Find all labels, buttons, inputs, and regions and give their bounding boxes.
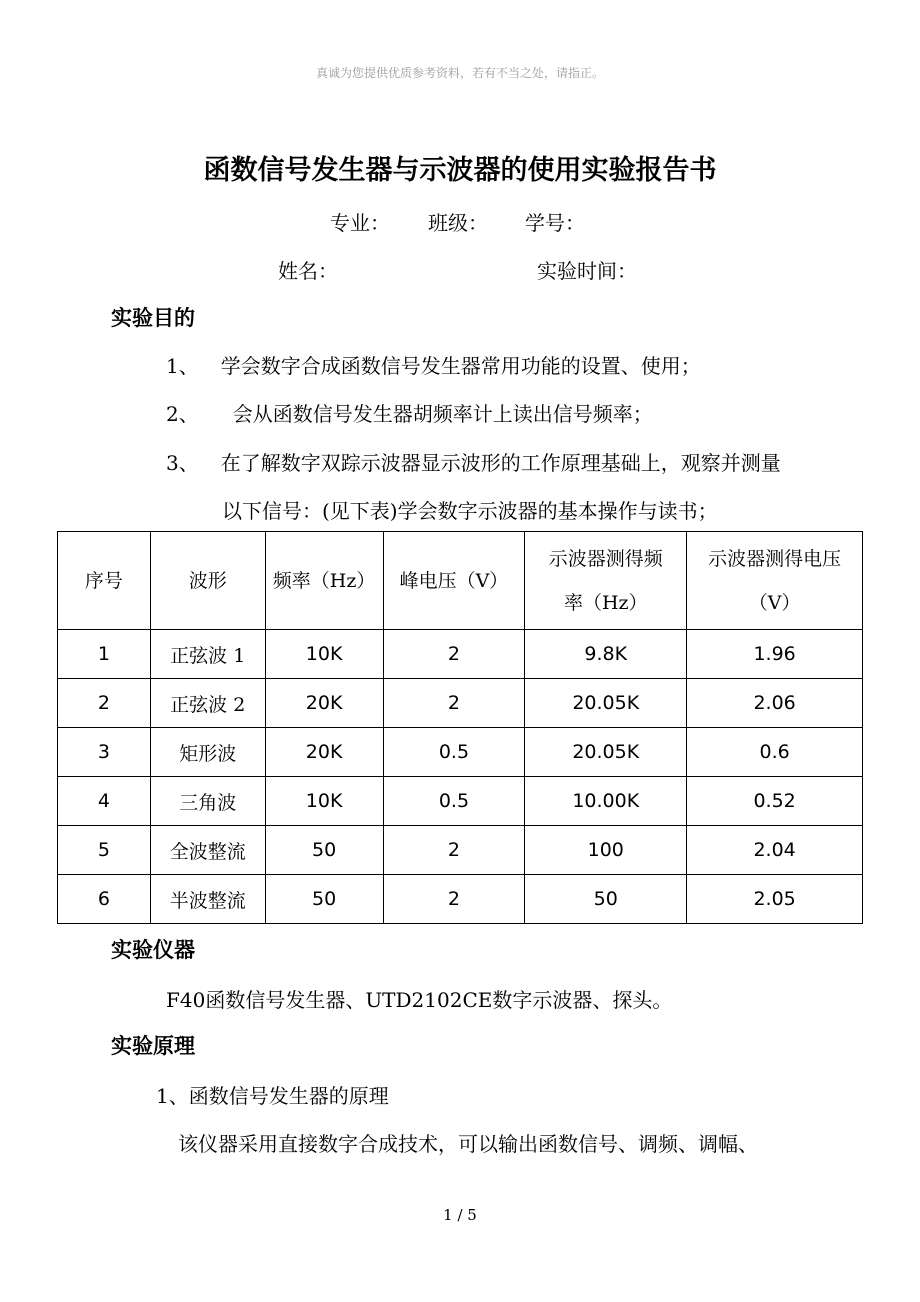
cell-frequency: 20K xyxy=(265,679,383,728)
table-header-row xyxy=(58,532,863,630)
cell-measured-frequency: 20.05K xyxy=(525,728,687,777)
cell-index: 4 xyxy=(58,777,151,826)
section-heading-instruments: 实验仪器 xyxy=(111,938,195,962)
page-title: 函数信号发生器与示波器的使用实验报告书 xyxy=(203,155,717,186)
header-peak-voltage: 峰电压（V） xyxy=(383,532,525,630)
cell-measured-voltage: 0.6 xyxy=(687,728,863,777)
purpose-item-number: 2、 xyxy=(166,402,199,426)
purpose-item-1 xyxy=(166,350,701,379)
purpose-item-number: 1、 xyxy=(166,354,199,378)
cell-index: 3 xyxy=(58,728,151,777)
table-row xyxy=(58,826,863,875)
cell-measured-frequency: 10.00K xyxy=(525,777,687,826)
header-measured-voltage: 示波器测得电压（V） xyxy=(687,532,863,630)
cell-waveform: 半波整流 xyxy=(150,875,265,924)
cell-peak-voltage: 2 xyxy=(383,679,525,728)
cell-measured-voltage: 2.06 xyxy=(687,679,863,728)
table-row xyxy=(58,630,863,679)
cell-peak-voltage: 0.5 xyxy=(383,777,525,826)
purpose-item-3 xyxy=(166,447,781,476)
table-row xyxy=(58,679,863,728)
header-waveform: 波形 xyxy=(150,532,265,630)
time-label: 实验时间： xyxy=(537,259,637,283)
major-label: 专业： xyxy=(330,211,390,235)
measurement-table xyxy=(57,531,863,924)
purpose-item-text: 在了解数字双踪示波器显示波形的工作原理基础上，观察并测量 xyxy=(220,451,781,475)
cell-frequency: 20K xyxy=(265,728,383,777)
header-index: 序号 xyxy=(58,532,151,630)
cell-waveform: 三角波 xyxy=(150,777,265,826)
cell-waveform: 正弦波 2 xyxy=(150,679,265,728)
cell-index: 1 xyxy=(58,630,151,679)
cell-peak-voltage: 2 xyxy=(383,630,525,679)
purpose-item-number: 3、 xyxy=(166,451,199,475)
cell-measured-voltage: 2.05 xyxy=(687,875,863,924)
purpose-item-2 xyxy=(166,398,653,427)
cell-measured-frequency: 9.8K xyxy=(525,630,687,679)
cell-peak-voltage: 2 xyxy=(383,875,525,924)
header-measured-frequency: 示波器测得频率（Hz） xyxy=(525,532,687,630)
cell-frequency: 10K xyxy=(265,630,383,679)
principle-subheading: 1、函数信号发生器的原理 xyxy=(156,1084,389,1108)
cell-measured-frequency: 20.05K xyxy=(525,679,687,728)
instruments-text: F40函数信号发生器、UTD2102CE数字示波器、探头。 xyxy=(166,988,673,1012)
cell-measured-voltage: 1.96 xyxy=(687,630,863,679)
purpose-item-3-continuation: 以下信号：(见下表)学会数字示波器的基本操作与读书； xyxy=(222,499,718,523)
table-row xyxy=(58,777,863,826)
cell-waveform: 正弦波 1 xyxy=(150,630,265,679)
class-label: 班级： xyxy=(428,211,488,235)
header-frequency: 频率（Hz） xyxy=(265,532,383,630)
table-row xyxy=(58,728,863,777)
section-heading-purpose: 实验目的 xyxy=(111,306,195,330)
principle-text: 该仪器采用直接数字合成技术，可以输出函数信号、调频、调幅、 xyxy=(178,1132,758,1156)
student-id-label: 学号： xyxy=(525,211,585,235)
purpose-item-text: 会从函数信号发生器胡频率计上读出信号频率； xyxy=(232,402,653,426)
cell-frequency: 10K xyxy=(265,777,383,826)
cell-frequency: 50 xyxy=(265,875,383,924)
cell-measured-frequency: 100 xyxy=(525,826,687,875)
header-note: 真诚为您提供优质参考资料，若有不当之处，请指正。 xyxy=(315,66,604,80)
cell-waveform: 矩形波 xyxy=(150,728,265,777)
cell-frequency: 50 xyxy=(265,826,383,875)
cell-waveform: 全波整流 xyxy=(150,826,265,875)
purpose-item-text: 学会数字合成函数信号发生器常用功能的设置、使用； xyxy=(220,354,701,378)
cell-index: 6 xyxy=(58,875,151,924)
cell-peak-voltage: 2 xyxy=(383,826,525,875)
cell-peak-voltage: 0.5 xyxy=(383,728,525,777)
cell-measured-voltage: 0.52 xyxy=(687,777,863,826)
cell-measured-frequency: 50 xyxy=(525,875,687,924)
table-row xyxy=(58,875,863,924)
page-number: 1 / 5 xyxy=(443,1206,477,1224)
cell-index: 2 xyxy=(58,679,151,728)
name-label: 姓名： xyxy=(278,259,338,283)
cell-measured-voltage: 2.04 xyxy=(687,826,863,875)
cell-index: 5 xyxy=(58,826,151,875)
section-heading-principle: 实验原理 xyxy=(111,1034,195,1058)
